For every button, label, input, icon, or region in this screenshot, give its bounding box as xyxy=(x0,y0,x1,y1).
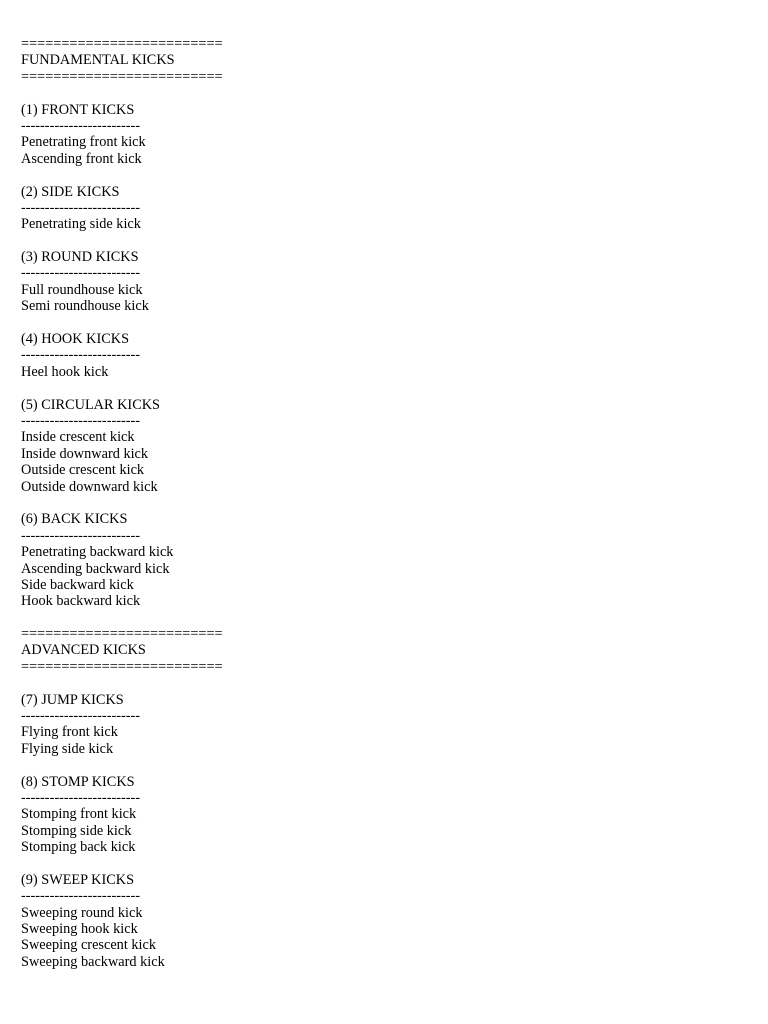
dashed-rule: ------------------------- xyxy=(21,888,141,905)
category-heading: (7) JUMP KICKS xyxy=(21,691,124,708)
section-title: FUNDAMENTAL KICKS xyxy=(21,52,175,69)
kick-item: Semi roundhouse kick xyxy=(21,298,149,315)
kick-item: Side backward kick xyxy=(21,576,134,593)
kick-item: Sweeping crescent kick xyxy=(21,937,156,954)
dashed-rule: ------------------------- xyxy=(21,347,141,364)
category-front-kicks xyxy=(21,102,721,168)
kick-item: Flying side kick xyxy=(21,740,114,757)
category-heading: (9) SWEEP KICKS xyxy=(21,871,135,888)
spacer xyxy=(21,380,721,396)
dashed-rule: ------------------------- xyxy=(21,527,141,544)
spacer xyxy=(21,85,721,101)
spacer xyxy=(21,233,721,249)
kick-item: Sweeping hook kick xyxy=(21,921,138,938)
spacer xyxy=(21,856,721,872)
kick-item: Ascending front kick xyxy=(21,150,142,167)
dashed-rule: ------------------------- xyxy=(21,412,141,429)
category-circular-kicks xyxy=(21,397,721,495)
kick-item: Hook backward kick xyxy=(21,593,141,610)
dashed-rule: ------------------------- xyxy=(21,789,141,806)
category-heading: (1) FRONT KICKS xyxy=(21,101,135,118)
category-heading: (8) STOMP KICKS xyxy=(21,773,135,790)
document-body xyxy=(21,36,721,970)
dashed-rule: ------------------------- xyxy=(21,265,141,282)
kick-item: Sweeping round kick xyxy=(21,904,143,921)
kick-item: Stomping front kick xyxy=(21,806,137,823)
category-back-kicks xyxy=(21,511,721,609)
category-heading: (4) HOOK KICKS xyxy=(21,331,130,348)
kick-item: Flying front kick xyxy=(21,724,118,741)
kick-item: Stomping back kick xyxy=(21,839,136,856)
kick-item: Outside downward kick xyxy=(21,478,158,495)
section-advanced-kicks xyxy=(21,626,721,970)
double-rule: ========================= xyxy=(21,658,223,675)
double-rule: ========================= xyxy=(21,36,223,52)
dashed-rule: ------------------------- xyxy=(21,117,141,134)
category-hook-kicks xyxy=(21,331,721,380)
spacer xyxy=(21,167,721,183)
kick-item: Outside crescent kick xyxy=(21,462,145,479)
section-fundamental-kicks xyxy=(21,36,721,626)
section-title: ADVANCED KICKS xyxy=(21,642,146,659)
category-round-kicks xyxy=(21,249,721,315)
kick-item: Penetrating side kick xyxy=(21,216,141,233)
spacer xyxy=(21,675,721,691)
category-heading: (3) ROUND KICKS xyxy=(21,249,139,266)
double-rule: ========================= xyxy=(21,626,223,643)
kick-item: Inside downward kick xyxy=(21,445,149,462)
double-rule: ========================= xyxy=(21,68,223,85)
category-stomp-kicks xyxy=(21,774,721,856)
category-heading: (2) SIDE KICKS xyxy=(21,183,120,200)
category-jump-kicks xyxy=(21,692,721,758)
dashed-rule: ------------------------- xyxy=(21,199,141,216)
spacer xyxy=(21,495,721,511)
dashed-rule: ------------------------- xyxy=(21,708,141,725)
kick-item: Heel hook kick xyxy=(21,363,109,380)
category-sweep-kicks xyxy=(21,872,721,970)
kick-item: Penetrating backward kick xyxy=(21,544,174,561)
category-heading: (6) BACK KICKS xyxy=(21,511,128,528)
category-side-kicks xyxy=(21,184,721,233)
kick-item: Full roundhouse kick xyxy=(21,281,143,298)
spacer xyxy=(21,757,721,773)
kick-item: Penetrating front kick xyxy=(21,134,146,151)
spacer xyxy=(21,610,721,626)
category-heading: (5) CIRCULAR KICKS xyxy=(21,396,161,413)
kick-item: Stomping side kick xyxy=(21,822,132,839)
kick-item: Inside crescent kick xyxy=(21,429,135,446)
kick-item: Sweeping backward kick xyxy=(21,953,165,970)
spacer xyxy=(21,315,721,331)
kick-item: Ascending backward kick xyxy=(21,560,170,577)
